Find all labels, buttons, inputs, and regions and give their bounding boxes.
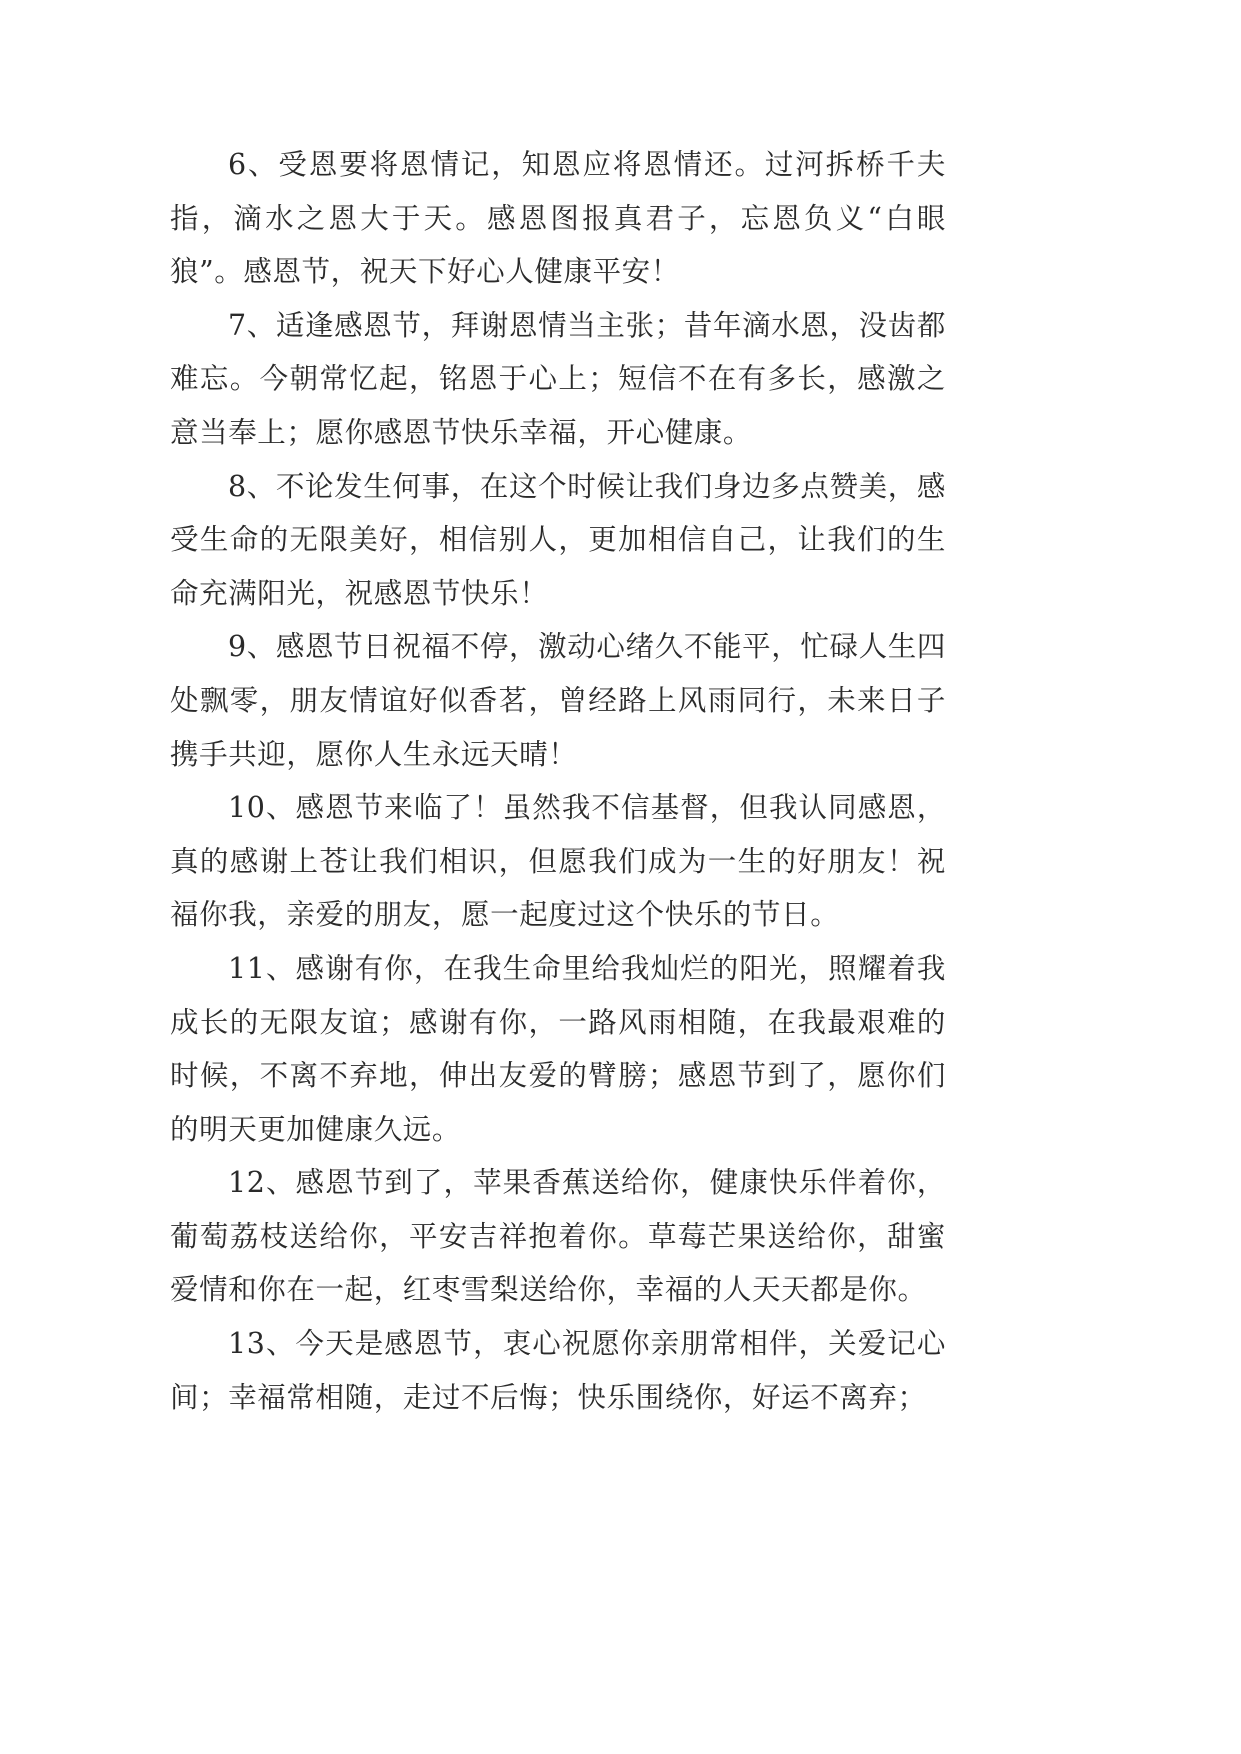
paragraph-7: 7、适逢感恩节，拜谢恩情当主张；昔年滴水恩，没齿都难忘。今朝常忆起，铭恩于心上；短信不在有多长，感激之意当奉上；愿你感恩节快乐幸福，开心健康。 [170,308,946,449]
paragraph-9: 9、感恩节日祝福不停，激动心绪久不能平，忙碌人生四处飘零，朋友情谊好似香茗，曾经路上风雨同行，未来日子携手共迎，愿你人生永远天晴！ [170,630,946,771]
paragraph-13: 13、今天是感恩节，衷心祝愿你亲朋常相伴，关爱记心间；幸福常相随，走过不后悔；快乐围绕你，好运不离弃； [170,1327,946,1414]
paragraph-11: 11、感谢有你，在我生命里给我灿烂的阳光，照耀着我成长的无限友谊；感谢有你，一路风雨相随，在我最艰难的时候，不离不弃地，伸出友爱的臂膀；感恩节到了，愿你们的明天更加健康久远。 [170,951,946,1146]
document-body [170,138,946,1424]
paragraph-6: 6、受恩要将恩情记，知恩应将恩情还。过河拆桥千夫指，滴水之恩大于天。感恩图报真君子，忘恩负义“白眼狼”。感恩节，祝天下好心人健康平安！ [170,148,946,289]
paragraph-8: 8、不论发生何事，在这个时候让我们身边多点赞美，感受生命的无限美好，相信别人，更加相信自己，让我们的生命充满阳光，祝感恩节快乐！ [170,469,946,610]
paragraph-12: 12、感恩节到了，苹果香蕉送给你，健康快乐伴着你，葡萄荔枝送给你，平安吉祥抱着你。草莓芒果送给你，甜蜜爱情和你在一起，红枣雪梨送给你，幸福的人天天都是你。 [170,1166,946,1307]
paragraph-10: 10、感恩节来临了！虽然我不信基督，但我认同感恩，真的感谢上苍让我们相识，但愿我们成为一生的好朋友！祝福你我，亲爱的朋友，愿一起度过这个快乐的节日。 [170,791,946,932]
